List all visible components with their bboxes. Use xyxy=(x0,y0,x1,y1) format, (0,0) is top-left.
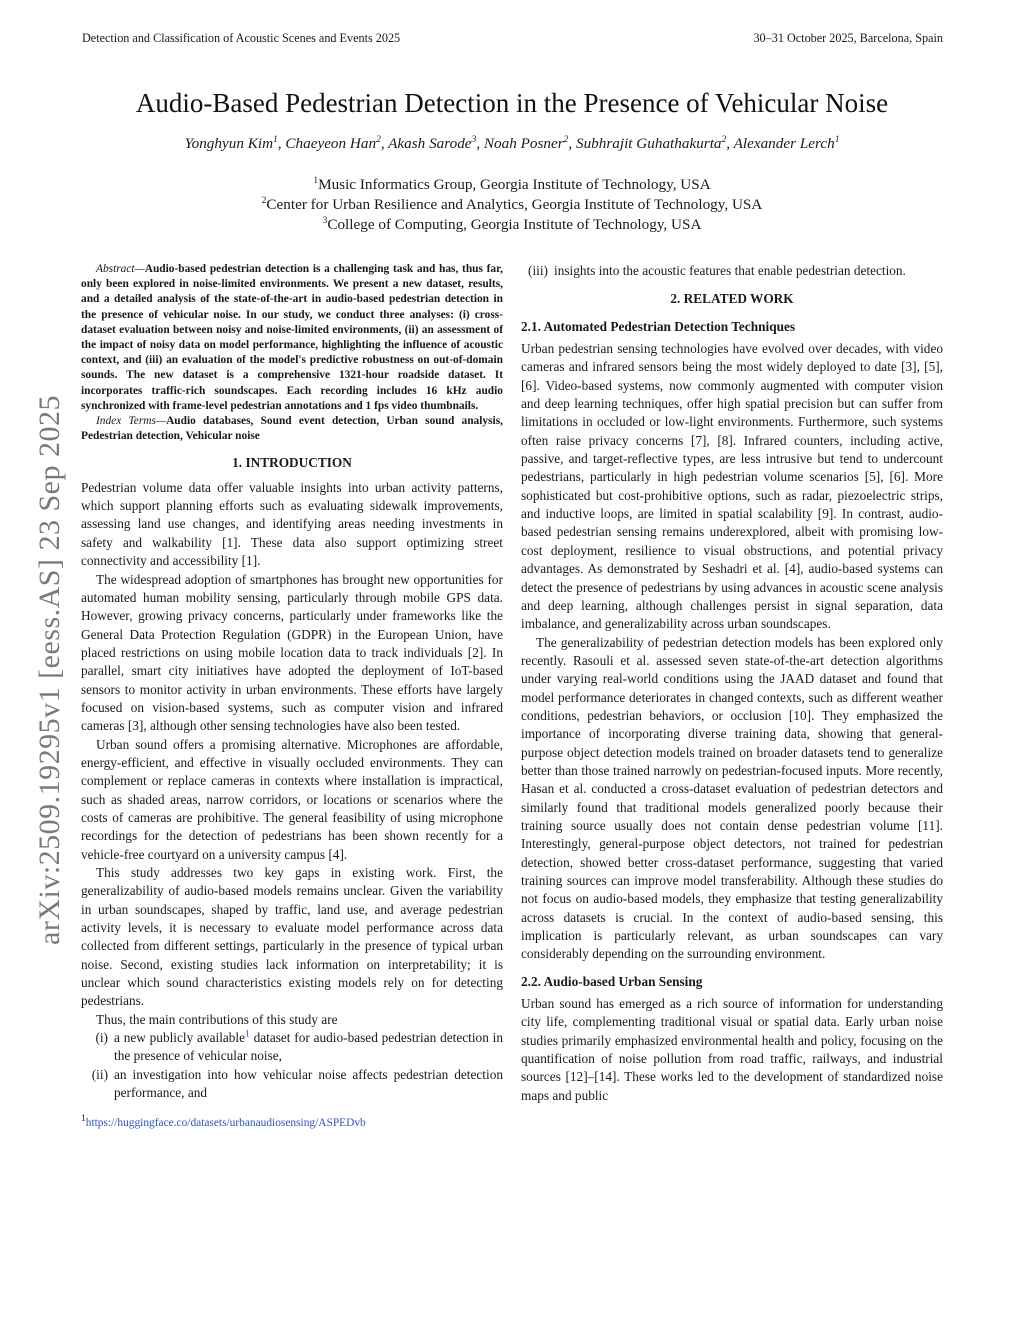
list-item: (ii) an investigation into how vehicular noise affects pedestrian detection performance, and xyxy=(91,1066,503,1101)
footnote: $^1$https://huggingface.co/datasets/urbanaudiosensing/ASPEDvb xyxy=(81,1114,366,1130)
left-column xyxy=(81,262,503,1133)
paragraph: The generalizability of pedestrian detection models has been explored only recently. Rasouli et al. assessed seven state-of-the-art detection algorithms under varying real-world conditions using the JAAD dataset and found that model performance deteriorates in changed contexts, such as different weather conditions, pedestrian behaviors, or occlusion [10]. They emphasized the importance of incorporating diverse training data, showing that general-purpose object detection models trained on broader datasets tend to generalize better than those trained narrowly on pedestrian-focused inputs. More recently, Hasan et al. conducted a cross-dataset evaluation of pedestrian detectors and similarly found that traditional models generalized poorly because their training source usually does not contain dense pedestrian volume [11]. Interestingly, general-purpose object detectors, not trained for pedestrian detection, showed better cross-dataset performance, suggesting that varied training sources can improve model transferability. Although these studies do not focus on audio-based models, they emphasize that testing generalizability across datasets is crucial. In the context of audio-based sensing, this implication is particularly relevant, as urban soundscapes can vary considerably depending on the surrounding environment. xyxy=(521,634,943,962)
affiliation: $^1$Music Informatics Group, Georgia Institute of Technology, USA xyxy=(313,175,711,193)
affiliations xyxy=(0,175,1024,235)
right-column xyxy=(521,262,943,1105)
author-list: Yonghyun Kim$^1$, Chaeyeon Han$^2$, Akash Sarode$^3$, Noah Posner$^2$, Subhrajit Guhathakurta$^2$, Alexander Lerch$^1$ xyxy=(184,134,840,152)
running-header-left: Detection and Classification of Acoustic Scenes and Events 2025 xyxy=(82,31,401,45)
section-heading-introduction: 1. INTRODUCTION xyxy=(232,455,352,471)
affiliation: $^3$College of Computing, Georgia Institute of Technology, USA xyxy=(322,215,702,233)
paragraph: This study addresses two key gaps in existing work. First, the generalizability of audio-based models remains unclear. Given the variability in urban soundscapes, shaped by traffic, land use, and average pedestrian activity levels, it is necessary to evaluate model performance across data collected from different settings, particularly in the presence of typical urban noise. Second, existing studies lack information on interpretability; it is unclear which sound characteristics existing models rely on for detecting pedestrians. xyxy=(81,865,503,1009)
author: Alexander Lerch xyxy=(733,135,835,152)
subsection-heading: 2.2. Audio-based Urban Sensing xyxy=(521,973,703,989)
paragraph: Pedestrian volume data offer valuable insights into urban activity patterns, which support planning efforts such as evaluating sidewalk improvements, assessing land use changes, and identifying areas needing investments in safety and walkability [1]. These data also support optimizing street connectivity and accessibility [1]. xyxy=(81,479,503,569)
author: Yonghyun Kim xyxy=(184,135,274,152)
paragraph: Urban sound has emerged as a rich source of information for understanding city life, complementing traditional visual or spatial data. Early urban noise studies primarily emphasized environmental health and policy, focusing on the quantification of noise pollution from road traffic, railways, and industrial sources [12]–[14]. These works led to the development of standardized noise maps and public xyxy=(521,996,943,1103)
index-terms: Index Terms—Audio databases, Sound event detection, Urban sound analysis, Pedestrian detection, Vehicular noise xyxy=(81,415,503,443)
subsection-heading: 2.1. Automated Pedestrian Detection Techniques xyxy=(521,318,796,334)
list-item: (i) a new publicly available$^1$ dataset for audio-based pedestrian detection in the presence of vehicular noise, xyxy=(95,1029,503,1064)
abstract: Abstract—Audio-based pedestrian detection is a challenging task and has, thus far, only been explored in noise-limited environments. We present a new dataset, results, and a detailed analysis of the state-of-the-art in audio-based pedestrian detection in the presence of vehicular noise. In our study, we conduct three analyses: (i) cross-dataset evaluation between noisy and noise-limited environments, (ii) an assessment of the impact of noisy data on model performance, highlighting the influence of acoustic context, and (iii) an evaluation of the model's predictive robustness on out-of-domain sounds. The new dataset is a comprehensive 1321-hour roadside dataset. It incorporates traffic-rich soundscapes. Each recording includes 16 kHz audio synchronized with frame-level pedestrian annotations and 1 fps video thumbnails. xyxy=(81,263,503,412)
paragraph: The widespread adoption of smartphones has brought new opportunities for automated human mobility sensing, particularly through mobile GPS data. However, growing privacy concerns, particularly under frameworks like the General Data Protection Regulation (GDPR) in the European Union, have placed restrictions on using mobile location data to track individuals [2]. In parallel, smart city initiatives have adopted the deployment of IoT-based sensors to monitor activity in urban environments. These efforts have largely focused on vision-based systems, such as computer vision and infrared cameras [3], although other sensing technologies have also been tested. xyxy=(81,571,503,734)
section-heading-related-work: 2. RELATED WORK xyxy=(670,291,794,307)
paragraph: Thus, the main contributions of this study are xyxy=(96,1011,338,1027)
affiliation: $^2$Center for Urban Resilience and Analytics, Georgia Institute of Technology, USA xyxy=(261,195,763,213)
dataset-link[interactable]: https://huggingface.co/datasets/urbanaudiosensing/ASPEDvb xyxy=(85,1117,366,1130)
paper-title: Audio-Based Pedestrian Detection in the Presence of Vehicular Noise xyxy=(135,88,889,118)
list-item: (iii) insights into the acoustic features that enable pedestrian detection. xyxy=(528,263,906,278)
footnote-marker[interactable]: 1 xyxy=(245,1029,250,1040)
paragraph: Urban pedestrian sensing technologies have evolved over decades, with video cameras and infrared sensors being the most widely deployed to date [3], [5], [6]. Video-based systems, now commonly augmented with computer vision and deep learning techniques, offer high spatial precision but can suffer from limitations in occluded or low-light environments. Furthermore, such systems often raise privacy concerns [7], [8]. Infrared counters, including active, passive, and target-reflective types, are less intrusive but tend to undercount pedestrians, particularly in high pedestrian volume scenarios [5], [6]. More sophisticated but cost-prohibitive options, such as radar, piezoelectric strips, and inductive loops, are limited in spatial scalability [9]. In contrast, audio-based pedestrian sensing remains underexplored, albeit with promising low-cost deployment, resilience to visual obstructions, and potential privacy advantages. As demonstrated by Seshadri et al. [4], audio-based systems can detect the presence of pedestrians by using advances in acoustic scene analysis and deep learning, although challenges persist in signal separation, data imbalance, and generalizability across urban soundscapes. xyxy=(521,341,943,632)
running-header-right: 30–31 October 2025, Barcelona, Spain xyxy=(753,31,943,45)
arxiv-identifier[interactable]: arXiv:2509.19295v1 [eess.AS] 23 Sep 2025 xyxy=(33,395,66,945)
author: Noah Posner xyxy=(483,135,564,152)
author: Akash Sarode xyxy=(388,135,472,152)
author: Subhrajit Guhathakurta xyxy=(575,135,722,152)
paragraph: Urban sound offers a promising alternative. Microphones are affordable, energy-efficient, and effective in visually occluded environments. They can complement or replace cameras in contexts where installation is impractical, such as shaded areas, narrow corridors, or locations or scenarios where the costs of cameras are prohibitive. The general feasibility of using microphone recordings for the detection of pedestrians has been shown recently for a vehicle-free courtyard on a university campus [4]. xyxy=(81,736,503,862)
author: Chaeyeon Han xyxy=(285,135,377,152)
